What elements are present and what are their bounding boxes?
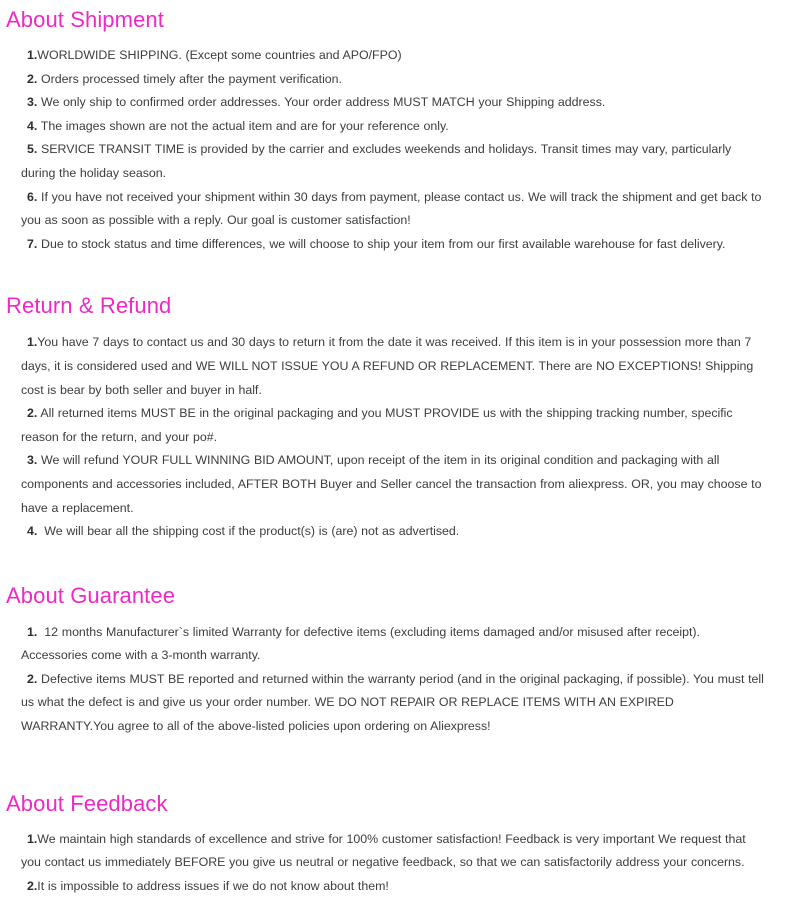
policy-item-text: WORLDWIDE SHIPPING. (Except some countries and APO/FPO) bbox=[37, 48, 402, 62]
policy-item-text: Due to stock status and time differences, we will choose to ship your item from our first available warehouse for fast delivery. bbox=[37, 236, 726, 251]
policy-item-number: 1. bbox=[27, 48, 38, 62]
policy-item bbox=[0, 115, 785, 139]
section-about-guarantee bbox=[0, 544, 785, 739]
policy-item bbox=[0, 331, 785, 402]
policy-item-text: We maintain high standards of excellence and strive for 100% customer satisfaction! Feedback is very important We request that you contact us immediately BEFORE you give us neutral or negative feedback, so that we can satisfactorily address your concerns. bbox=[21, 831, 746, 870]
policy-item-text: 12 months Manufacturer`s limited Warranty for defective items (excluding items damaged and/or misused after receipt). Accessories come with a 3-month warranty. bbox=[21, 624, 700, 663]
policy-item-number: 2. bbox=[27, 71, 38, 86]
policy-item bbox=[0, 233, 785, 257]
policy-list-about-feedback bbox=[0, 828, 785, 898]
policy-item-text: We only ship to confirmed order addresses. Your order address MUST MATCH your Shipping address. bbox=[37, 95, 606, 110]
policy-item-text: The images shown are not the actual item and are for your reference only. bbox=[37, 118, 449, 133]
section-heading-return-and-refund: Return & Refund bbox=[6, 293, 172, 319]
policy-item-text: Defective items MUST BE reported and returned within the warranty period (and in the original packaging, if possible). You must tell us what the defect is and give us your order number. WE DO NOT REPAIR OR REPLACE ITEMS WITH AN EXPIRED WARRANTY.You agree to all of the above-listed policies upon ordering on Aliexpress! bbox=[21, 671, 764, 734]
policy-item-number: 2. bbox=[27, 406, 38, 421]
policy-list-return-and-refund bbox=[0, 331, 785, 543]
policy-item-number: 4. bbox=[27, 524, 38, 539]
policy-item-number: 3. bbox=[27, 95, 38, 110]
policy-item bbox=[0, 44, 785, 68]
policy-item-number: 2. bbox=[27, 878, 38, 893]
policy-item bbox=[0, 828, 785, 875]
section-about-shipment bbox=[0, 0, 785, 256]
policy-item-text: If you have not received your shipment within 30 days from payment, please contact us. We will track the shipment and get back to you as soon as possible with a reply. Our goal is customer satisfaction! bbox=[21, 189, 762, 228]
policy-item bbox=[0, 186, 785, 233]
policy-item-number: 2. bbox=[27, 671, 38, 686]
policy-item bbox=[0, 621, 785, 668]
policy-item bbox=[0, 668, 785, 739]
policy-item bbox=[0, 68, 785, 92]
section-heading-about-shipment: About Shipment bbox=[6, 7, 164, 32]
policy-item-text: We will refund YOUR FULL WINNING BID AMOUNT, upon receipt of the item in its original condition and packaging with all components and accessories included, AFTER BOTH Buyer and Seller cancel the transaction from aliexpress. OR, you may choose to have a replacement. bbox=[21, 453, 762, 515]
policy-item bbox=[0, 875, 785, 898]
policy-item bbox=[0, 138, 785, 185]
section-about-feedback bbox=[0, 739, 785, 898]
section-heading-about-guarantee: About Guarantee bbox=[6, 582, 176, 608]
policy-item bbox=[0, 449, 785, 520]
policy-item bbox=[0, 402, 785, 449]
policy-item-number: 3. bbox=[27, 453, 38, 468]
policy-list-about-guarantee bbox=[0, 621, 785, 739]
section-heading-about-feedback: About Feedback bbox=[6, 790, 168, 816]
policy-item-text: You have 7 days to contact us and 30 days to return it from the date it was received. If this item is in your possession more than 7 days, it is considered used and WE WILL NOT ISSUE YOU A REFUND OR REPLACEMENT. There are NO EXCEPTIONS! Shipping cost is bear by both seller and buyer in half. bbox=[21, 335, 754, 397]
policy-item-number: 5. bbox=[27, 142, 38, 157]
section-return-and-refund bbox=[0, 256, 785, 543]
policy-item-number: 1. bbox=[27, 831, 38, 846]
policy-item-text: Orders processed timely after the payment verification. bbox=[37, 71, 342, 86]
policy-item-number: 6. bbox=[27, 189, 38, 204]
policy-item-text: We will bear all the shipping cost if the product(s) is (are) not as advertised. bbox=[44, 524, 460, 539]
policy-list-about-shipment bbox=[0, 44, 785, 256]
policy-item bbox=[0, 520, 785, 544]
policy-item-text: All returned items MUST BE in the original packaging and you MUST PROVIDE us with the shipping tracking number, specific reason for the return, and your po#. bbox=[21, 406, 733, 444]
policy-item-number: 1. bbox=[27, 335, 38, 350]
policy-item-number: 1. bbox=[27, 624, 38, 639]
policy-item-number: 4. bbox=[27, 118, 38, 133]
policy-item-text: SERVICE TRANSIT TIME is provided by the carrier and excludes weekends and holidays. Transit times may vary, particularly during the holiday season. bbox=[21, 142, 732, 180]
policy-item-number: 7. bbox=[27, 236, 38, 251]
policy-item-text: It is impossible to address issues if we do not know about them! bbox=[37, 878, 389, 893]
policy-item bbox=[0, 91, 785, 115]
